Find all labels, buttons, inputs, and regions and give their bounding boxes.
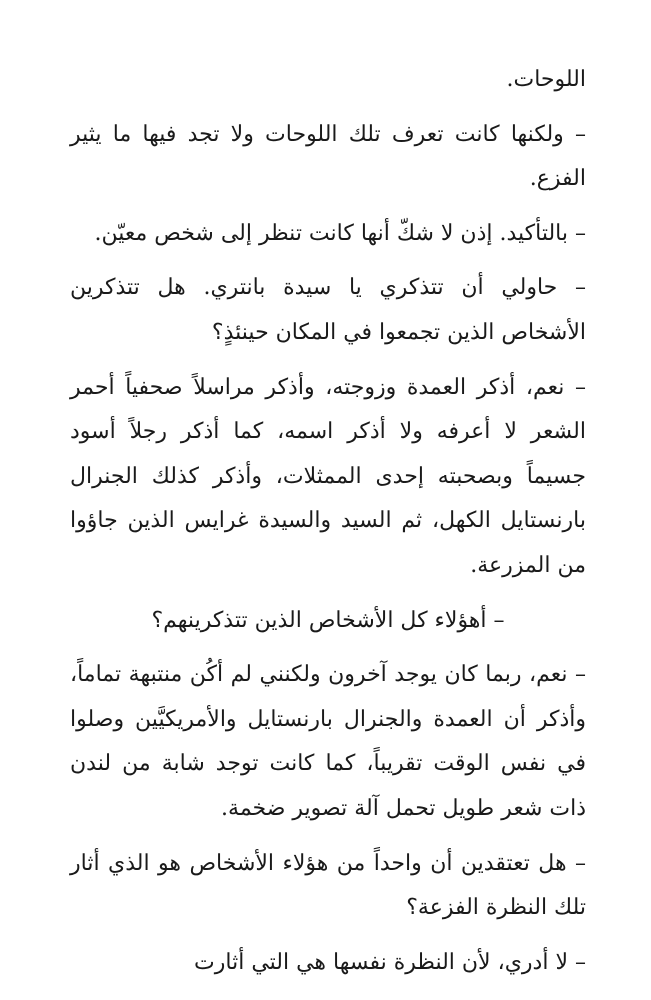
paragraph-6: – أهؤلاء كل الأشخاص الذين تتذكرينهم؟ (151, 607, 505, 633)
book-page (70, 58, 586, 995)
paragraph-3: – بالتأكيد. إذن لا شكّ أنها كانت تنظر إلى شخص معيّن. (94, 220, 586, 246)
paragraph-8: – هل تعتقدين أن واحداً من هؤلاء الأشخاص هو الذي أثار تلك النظرة الفزعة؟ (70, 850, 586, 921)
paragraph-1: اللوحات. (506, 67, 586, 92)
paragraph-5: – نعم، أذكر العمدة وزوجته، وأذكر مراسلاً صحفياً أحمر الشعر لا أعرفه ولا أذكر اسمه، كما أذكر رجلاً أسود جسيماً وبصحبته إحدى الممثلات، وأذكر كذلك الجنرال بارنستايل الكهل، ثم السيد والسيدة غرايس الذين جاؤوا من المزرعة. (70, 374, 586, 578)
paragraph-4: – حاولي أن تتذكري يا سيدة بانتري. هل تتذكرين الأشخاص الذين تجمعوا في المكان حينئذٍ؟ (70, 275, 586, 345)
paragraph-2: – ولكنها كانت تعرف تلك اللوحات ولا تجد فيها ما يثير الفزع. (70, 121, 586, 192)
paragraph-7: – نعم، ربما كان يوجد آخرون ولكنني لم أكُن منتبهة تماماً، وأذكر أن العمدة والجنرال بارنستايل والأمريكيَّين وصلوا في نفس الوقت تقريباً، كما كانت توجد شابة من لندن ذات شعر طويل تحمل آلة تصوير ضخمة. (70, 662, 586, 821)
paragraph-9: – لا أدري، لأن النظرة نفسها هي التي أثارت (194, 949, 586, 975)
